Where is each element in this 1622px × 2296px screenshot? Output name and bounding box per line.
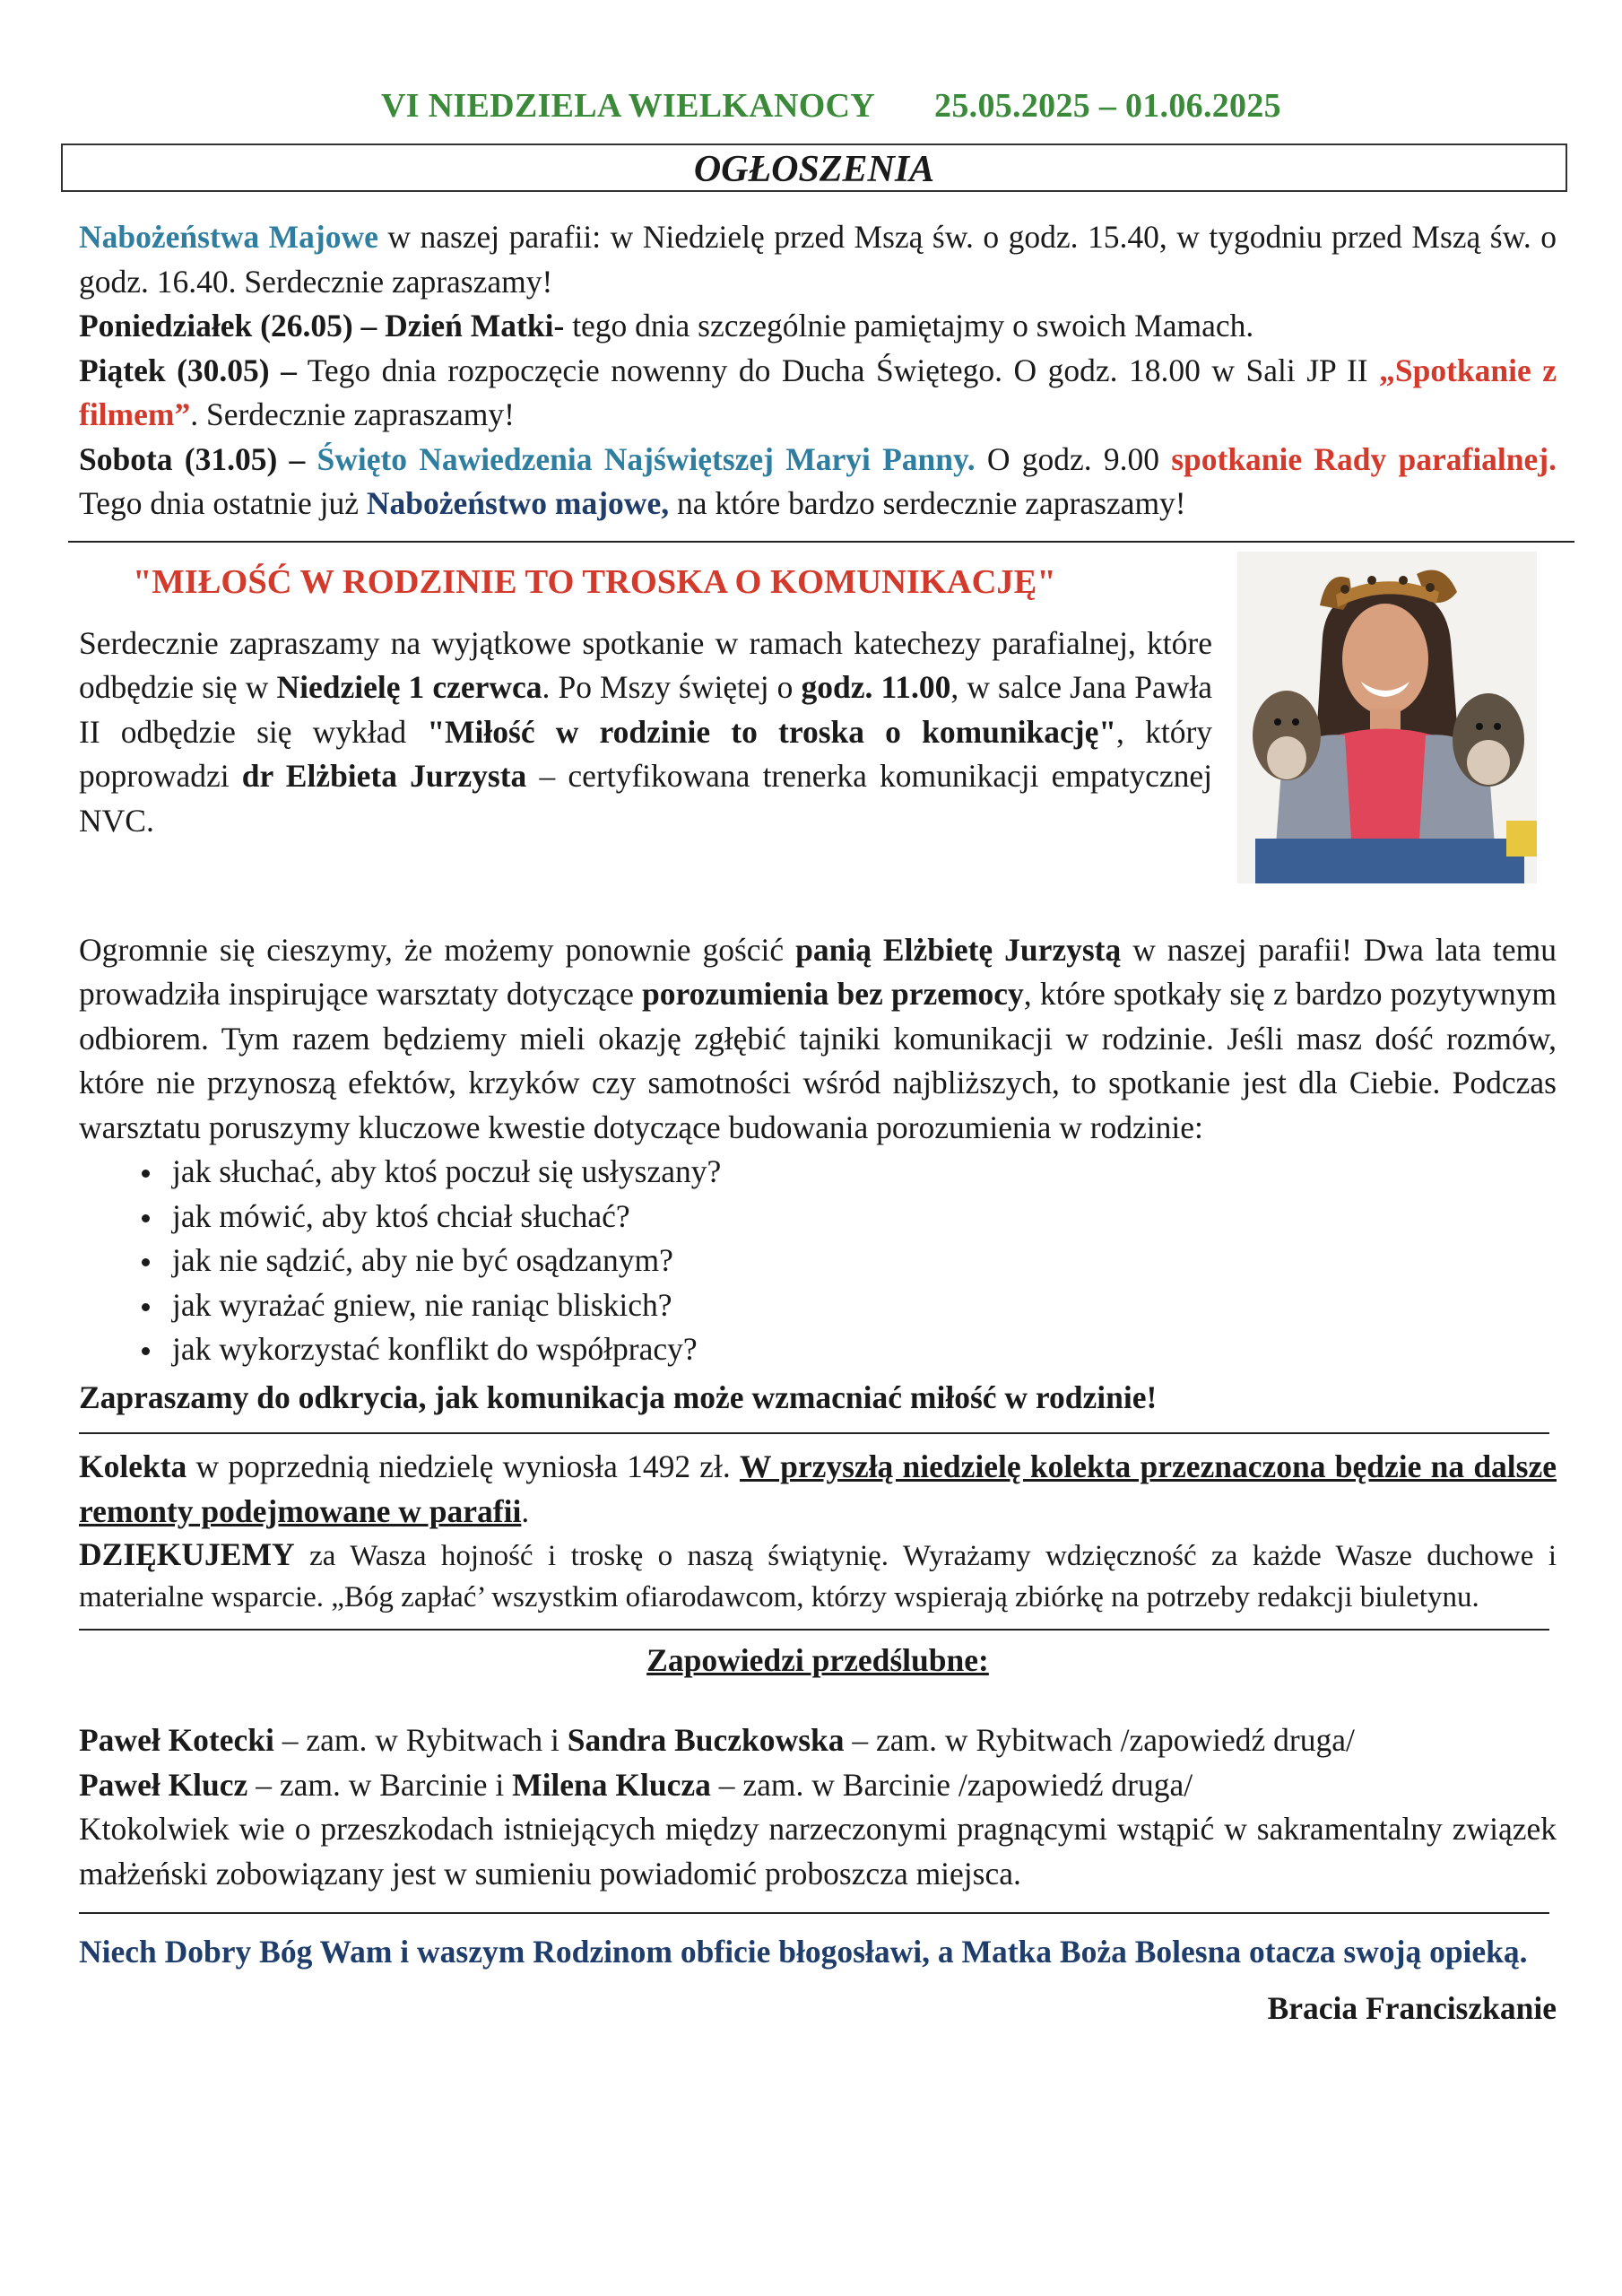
speaker-photo [1237,552,1537,883]
friday-announcement: Piątek (30.05) – Tego dnia rozpoczęcie nowenny do Ducha Świętego. O godz. 18.00 w Sali JP II „Spotkanie z filmem”. Serdecznie zapraszamy! [79,352,1557,432]
list-item: jak wykorzystać konflikt do współpracy? [142,1327,1557,1372]
banns-note: Ktokolwiek wie o przeszkodach istniejących między narzeczonymi pragnącymi wstąpić w sakramentalny związek małżeński zobowiązany jest w sumieniu powiadomić proboszcza miejsca. [79,1811,1557,1892]
signature: Bracia Franciszkanie [1267,1989,1557,2026]
talk-paragraph: Ogromnie się cieszymy, że możemy ponownie gościć panią Elżbietę Jurzystą w naszej parafii! Dwa lata temu prowadziła inspirujące warsztaty dotyczące porozumienia bez przemocy, które spotkały się z bardzo pozytywnym odbiorem. Tym razem będziemy mieli okazję zgłębić tajniki komunikacji w rodzinie. Jeśli masz dość rozmów, które nie przynoszą efektów, krzyków czy samotności wśród najbliższych, to spotkanie jest dla Ciebie. Podczas warsztatu poruszymy kluczowe kwestie dotyczące budowania porozumienia w rodzinie: [79,931,1557,1145]
topic-list [79,1150,1557,1372]
talk-section [79,543,1557,874]
collection-text: Kolekta w poprzednią niedzielę wyniosła 1492 zł. W przyszłą niedzielę kolekta przeznaczona będzie na dalsze remonty podejmowane w parafii. [79,1448,1557,1529]
monday-announcement: Poniedziałek (26.05) – Dzień Matki- tego dnia szczególnie pamiętajmy o swoich Mamach. [79,308,1254,344]
header-dates: 25.05.2025 – 01.06.2025 [934,87,1281,125]
talk-details [79,928,1557,1151]
banns-title: Zapowiedzi przedślubne: [646,1642,989,1678]
talk-closing: Zapraszamy do odkrycia, jak komunikacja może wzmacniać miłość w rodzinie! [79,1378,1158,1415]
saturday-announcement: Sobota (31.05) – Święto Nawiedzenia Najświętszej Maryi Panny. O godz. 9.00 spotkanie Rady parafialnej. Tego dnia ostatnie już Nabożeństwo majowe, na które bardzo serdecznie zapraszamy! [79,440,1557,521]
announcements-section [79,215,1557,526]
banns-couple-2: Paweł Klucz – zam. w Barcinie i Milena Klucza – zam. w Barcinie /zapowiedź druga/ [79,1766,1193,1803]
section-title-box: OGŁOSZENIA [61,144,1567,192]
header-line [106,86,1557,126]
banns-couple-1: Paweł Kotecki – zam. w Rybitwach i Sandra Buczkowska – zam. w Rybitwach /zapowiedź druga/ [79,1722,1355,1758]
talk-intro: Serdecznie zapraszamy na wyjątkowe spotkanie w ramach katechezy parafialnej, które odbędzie się w Niedzielę 1 czerwca. Po Mszy świętej o godz. 11.00, w salce Jana Pawła II odbędzie się wykład "Miłość w rodzinie to troska o komunikację", który poprowadzi dr Elżbieta Jurzysta – certyfikowana trenerka komunikacji empatycznej NVC. [79,624,1213,839]
majowe-announcement: Nabożeństwa Majowe w naszej parafii: w Niedzielę przed Mszą św. o godz. 15.40, w tygodniu przed Mszą św. o godz. 16.40. Serdecznie zapraszamy! [79,219,1557,300]
bulletin-page [79,86,1557,2027]
divider [79,1432,1549,1434]
list-item: jak mówić, aby ktoś chciał słuchać? [142,1195,1557,1239]
collection-section [79,1445,1557,1534]
list-item: jak nie sądzić, aby nie być osądzanym? [142,1239,1557,1283]
talk-title: "MIŁOŚĆ W RODZINIE TO TROSKA O KOMUNIKACJĘ" [133,562,1056,601]
list-item: jak wyrażać gniew, nie raniąc bliskich? [142,1283,1557,1328]
blessing: Niech Dobry Bóg Wam i waszym Rodzinom obficie błogosławi, a Matka Boża Bolesna otacza swoją opieką. [79,1934,1528,1970]
thanks-text: DZIĘKUJEMY za Wasza hojność i troskę o naszą świątynię. Wyrażamy wdzięczność za każde Wasze duchowe i materialne wsparcie. „Bóg zapłać’ wszystkim ofiarodawcom, którzy wspierają zbiórkę na potrzeby redakcji biuletynu. [79,1536,1557,1613]
list-item: jak słuchać, aby ktoś poczuł się usłyszany? [142,1150,1557,1195]
divider [79,1912,1549,1914]
banns-section [79,1718,1557,1896]
header-title: VI NIEDZIELA WIELKANOCY [381,87,876,125]
divider [79,1629,1549,1631]
